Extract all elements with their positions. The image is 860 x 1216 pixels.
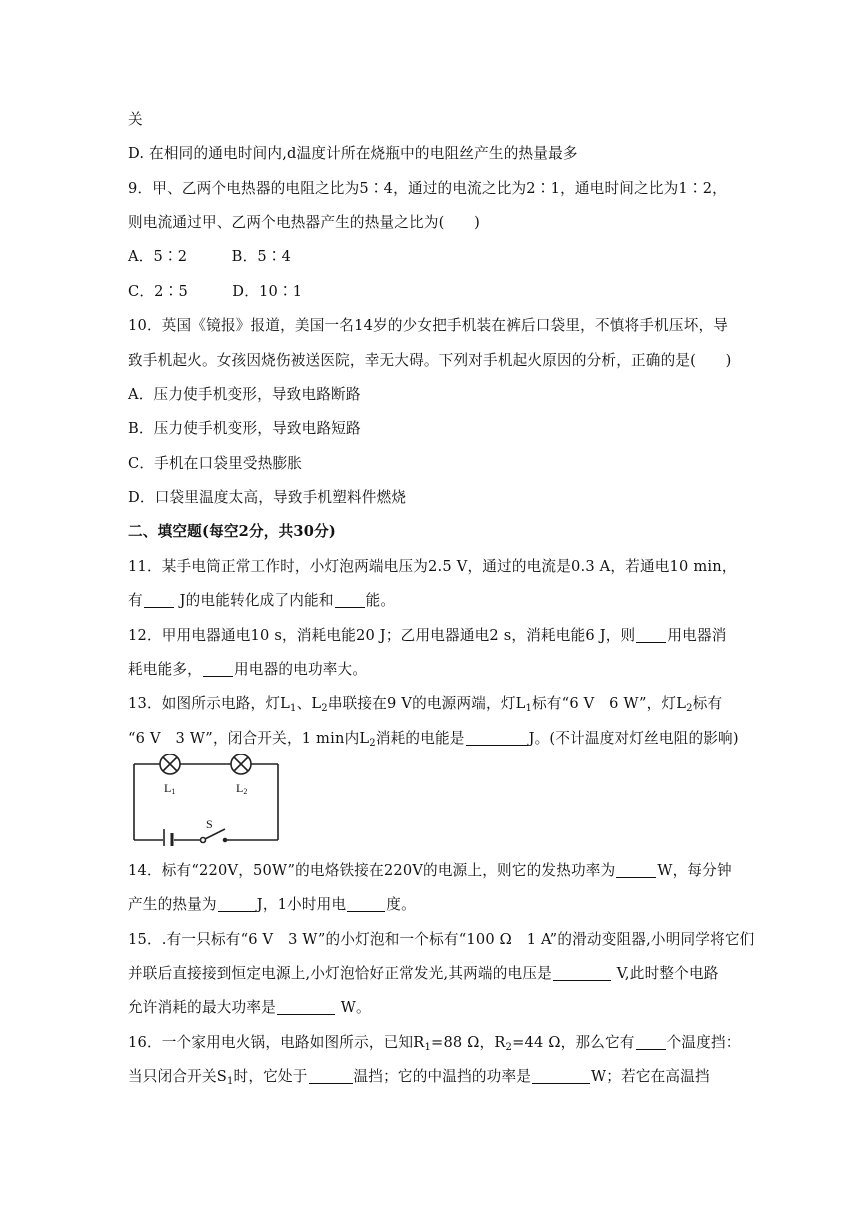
lamp-l2-label: L2 [236, 781, 248, 796]
option-line: C．手机在口袋里受热膨胀 [128, 455, 303, 472]
question-13-line: “6 V 3 W”，闭合开关，1 min内$L_2$消耗的电能是 J。(不计温度对灯丝电阻的影响) [128, 730, 739, 749]
question-15-line: 允许消耗的最大功率是 W。 [128, 999, 371, 1016]
option-line: D．口袋里温度太高，导致手机塑料件燃烧 [128, 489, 407, 506]
answer-blank[interactable] [335, 593, 365, 608]
answer-blank[interactable] [616, 863, 656, 878]
answer-blank[interactable] [636, 628, 666, 643]
question-14-line: 14．标有“220V，50W”的电烙铁接在220V的电源上，则它的发热功率为 W，每分钟 [128, 862, 732, 879]
question-10-line: 致手机起火。女孩因烧伤被送医院，幸无大碍。下列对手机起火原因的分析，正确的是( ) [128, 352, 732, 369]
lamp-l1-label: L1 [164, 781, 176, 796]
option-line: B．压力使手机变形，导致电路短路 [128, 420, 361, 437]
lamp-l2-icon [231, 754, 251, 774]
option-line: C．2∶5 D．10∶1 [128, 283, 303, 300]
circuit-diagram [128, 754, 288, 846]
answer-blank[interactable] [532, 1069, 590, 1084]
answer-blank[interactable] [277, 1000, 335, 1015]
option-line: A．压力使手机变形，导致电路断路 [128, 386, 361, 403]
question-16-line: 16．一个家用电火锅，电路如图所示，已知$R_1=88$ Ω，$R_2=44$ Ω，那么它有 个温度挡： [128, 1034, 741, 1053]
answer-blank[interactable] [636, 1035, 666, 1050]
question-9-line: 则电流通过甲、乙两个电热器产生的热量之比为( ) [128, 214, 481, 231]
question-11-line: 有 J的电能转化成了内能和 能。 [128, 592, 396, 609]
question-16-line: 当只闭合开关$S_1$时，它处于 温挡；它的中温挡的功率是 W；若它在高温挡 [128, 1068, 710, 1087]
question-13-line: 13．如图所示电路，灯$L_1$、$L_2$串联接在9 V的电源两端，灯$L_1$标有“6 V 6 W”，灯$L_2$标有 [128, 695, 723, 714]
section-heading: 二、填空题(每空2分，共30分) [128, 523, 337, 540]
question-15-line: 15．.有一只标有“6 V 3 W”的小灯泡和一个标有“100 Ω 1 A”的滑动变阻器,小明同学将它们 [128, 931, 755, 948]
answer-blank[interactable] [553, 966, 611, 981]
question-9-line: 9．甲、乙两个电热器的电阻之比为5∶4，通过的电流之比为2∶1，通电时间之比为1∶2， [128, 180, 727, 197]
question-14-line: 产生的热量为 J，1小时用电 度。 [128, 896, 416, 913]
lamp-l1-icon [160, 754, 180, 774]
answer-blank[interactable] [203, 662, 233, 677]
text-line: 关 [128, 111, 143, 128]
answer-blank[interactable] [218, 897, 256, 912]
answer-blank[interactable] [144, 593, 174, 608]
answer-blank[interactable] [309, 1069, 353, 1084]
text-line: D. 在相同的通电时间内,d温度计所在烧瓶中的电阻丝产生的热量最多 [128, 145, 578, 162]
answer-blank[interactable] [347, 897, 385, 912]
question-15-line: 并联后直接接到恒定电源上,小灯泡恰好正常发光,其两端的电压是 V,此时整个电路 [128, 965, 719, 982]
battery-icon [164, 829, 172, 846]
question-11-line: 11．某手电筒正常工作时，小灯泡两端电压为2.5 V，通过的电流是0.3 A，若通电10 min， [128, 558, 737, 575]
switch-icon [201, 829, 227, 843]
question-12-line: 12．甲用电器通电10 s，消耗电能20 J；乙用电器通电2 s，消耗电能6 J，则 用电器消 [128, 627, 727, 644]
option-line: A．5∶2 B．5∶4 [128, 248, 292, 265]
switch-label: S [206, 817, 213, 831]
question-12-line: 耗电能多， 用电器的电功率大。 [128, 661, 368, 678]
question-10-line: 10．英国《镜报》报道，美国一名14岁的少女把手机装在裤后口袋里，不慎将手机压坏，导 [128, 317, 729, 334]
answer-blank[interactable] [466, 731, 528, 746]
